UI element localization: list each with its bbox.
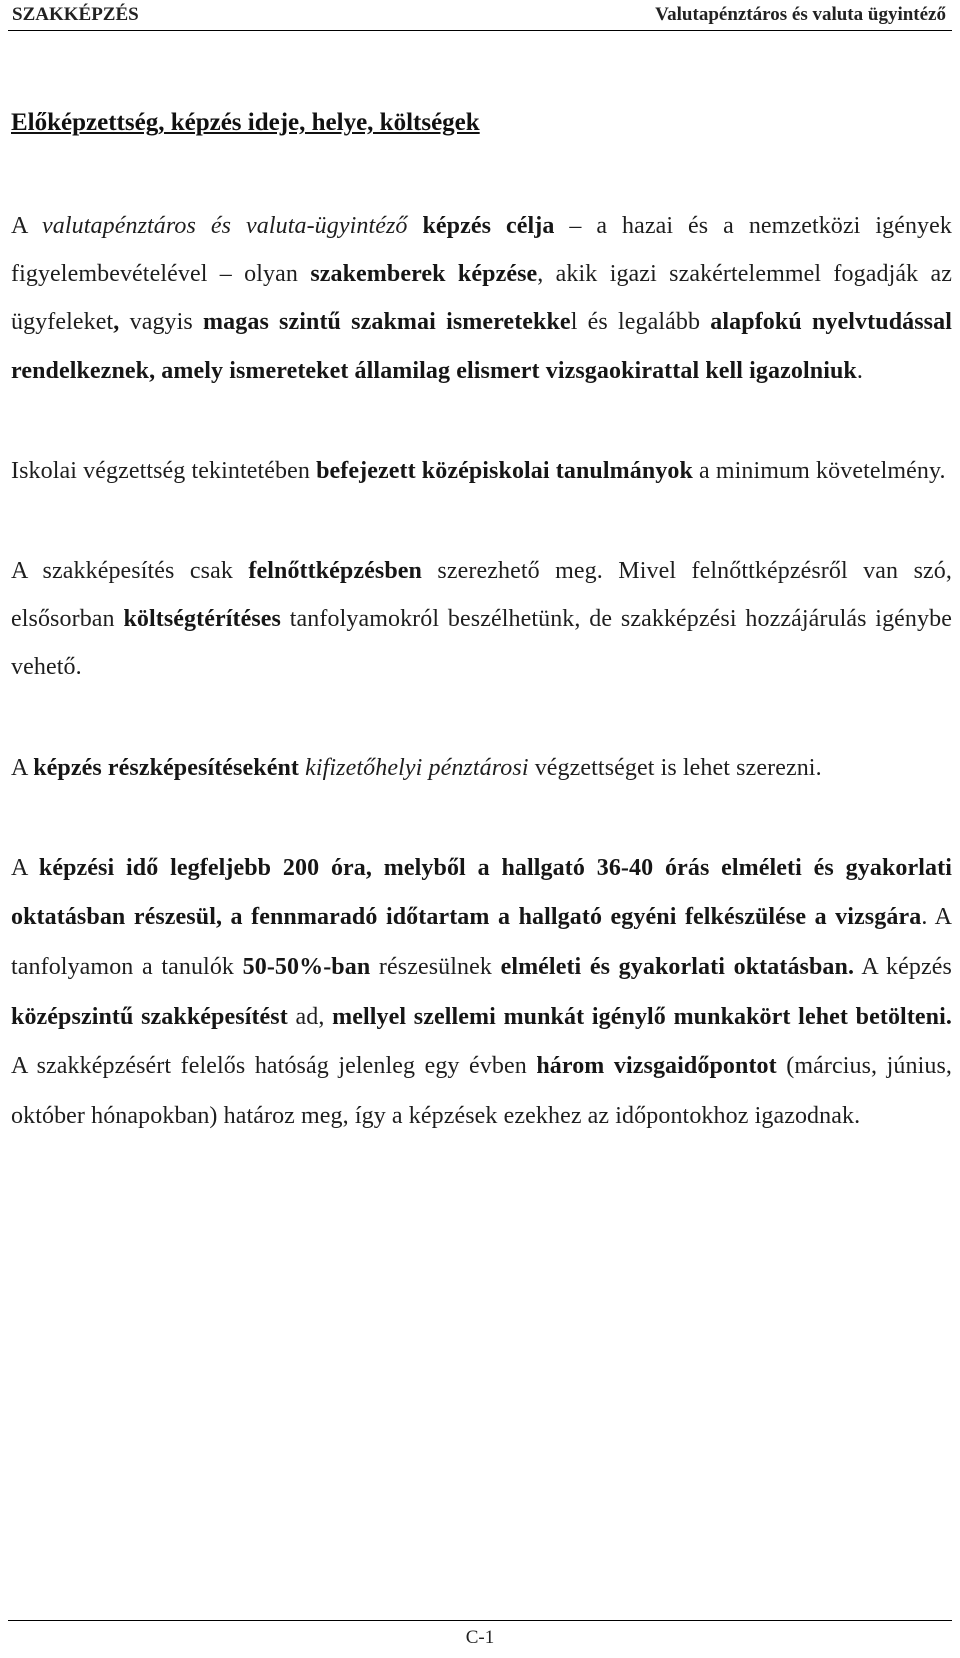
text-bold: képzés célja — [422, 213, 555, 239]
text: – a hazai és a nemzetközi igények figyelembevételével – olyan — [11, 213, 953, 288]
text-bold: költségtérítéses — [123, 606, 281, 633]
page-footer — [8, 1620, 952, 1649]
paragraph-prerequisite — [11, 447, 952, 495]
text: (március, június, október hónapokban) határoz meg, így a képzések ezekhez az időpontokhoz igazodnak. — [11, 1053, 953, 1129]
text: szerezhető meg. Mivel felnőttképzésről van szó, elsősorban — [11, 558, 952, 633]
text-bold: szakemberek képzése — [310, 261, 538, 288]
text: tanfolyamokról beszélhetünk, de szakképzési hozzájárulás igénybe vehető. — [11, 606, 952, 681]
text-italic: valutapénztáros és valuta-ügyintéző — [42, 213, 408, 239]
text: . A tanfolyamon a tanulók — [11, 904, 953, 981]
paragraph-training-time — [11, 844, 952, 1142]
text-bold: alapfokú nyelvtudással rendelkeznek, amely ismereteket államilag elismert vizsgaokirattal kell igazolniuk — [11, 309, 952, 384]
text: A — [11, 854, 28, 881]
text: Iskolai végzettség tekintetében — [11, 457, 310, 484]
text-bold: 50-50%-ban — [242, 954, 371, 981]
text: , akik igazi szakértelemmel fogadják az ügyfeleket — [11, 261, 952, 336]
text-bold: három vizsgaidőpontot — [536, 1053, 777, 1080]
text-bold: középszintű szakképesítést — [11, 1003, 288, 1030]
text: végzettséget is lehet szerezni. — [534, 754, 822, 781]
text-bold: befejezett középiskolai tanulmányok — [316, 457, 693, 484]
text: A szakképzésért felelős hatóság jelenleg egy évben — [11, 1053, 527, 1080]
text-bold: magas szintű szakmai ismeretekke — [203, 309, 571, 336]
text-bold: elméleti és gyakorlati oktatásban. — [500, 954, 855, 981]
document-body — [11, 100, 952, 1193]
page-header — [8, 0, 952, 31]
text: A szakképesítés csak — [11, 558, 233, 585]
text-bold: képzés részképesítéseként — [33, 754, 299, 781]
text: . — [856, 357, 863, 384]
header-right: Valutapénztáros és valuta ügyintéző — [655, 4, 946, 25]
paragraph-partial-qualification — [11, 744, 952, 792]
text: A képzés — [861, 954, 952, 981]
text: A — [11, 213, 28, 239]
page-number: C-1 — [465, 1627, 495, 1648]
text-bold: képzési idő legfeljebb 200 óra, melyből a hallgató 36-40 órás elméleti és gyakorlati oktatásban részesül, a fennmaradó időtartam a hallgató egyéni felkészülése a vizsgára — [11, 854, 952, 931]
paragraph-purpose — [11, 202, 952, 395]
text: l és legalább — [570, 309, 701, 336]
text: ad, — [295, 1003, 325, 1030]
text: vagyis — [129, 309, 193, 336]
text-italic: kifizetőhelyi pénztárosi — [305, 754, 529, 781]
text-bold: felnőttképzésben — [248, 558, 422, 585]
paragraph-adult-education — [11, 547, 952, 692]
text-bold: mellyel szellemi munkát igénylő munkakört lehet betölteni. — [332, 1003, 952, 1030]
text: A — [11, 754, 28, 781]
header-left: SZAKKÉPZÉS — [12, 4, 139, 25]
text-bold: , — [113, 309, 120, 336]
text: részesülnek — [378, 954, 492, 981]
section-title: Előképzettség, képzés ideje, helye, költségek — [11, 109, 480, 136]
text: a minimum követelmény. — [699, 457, 946, 484]
